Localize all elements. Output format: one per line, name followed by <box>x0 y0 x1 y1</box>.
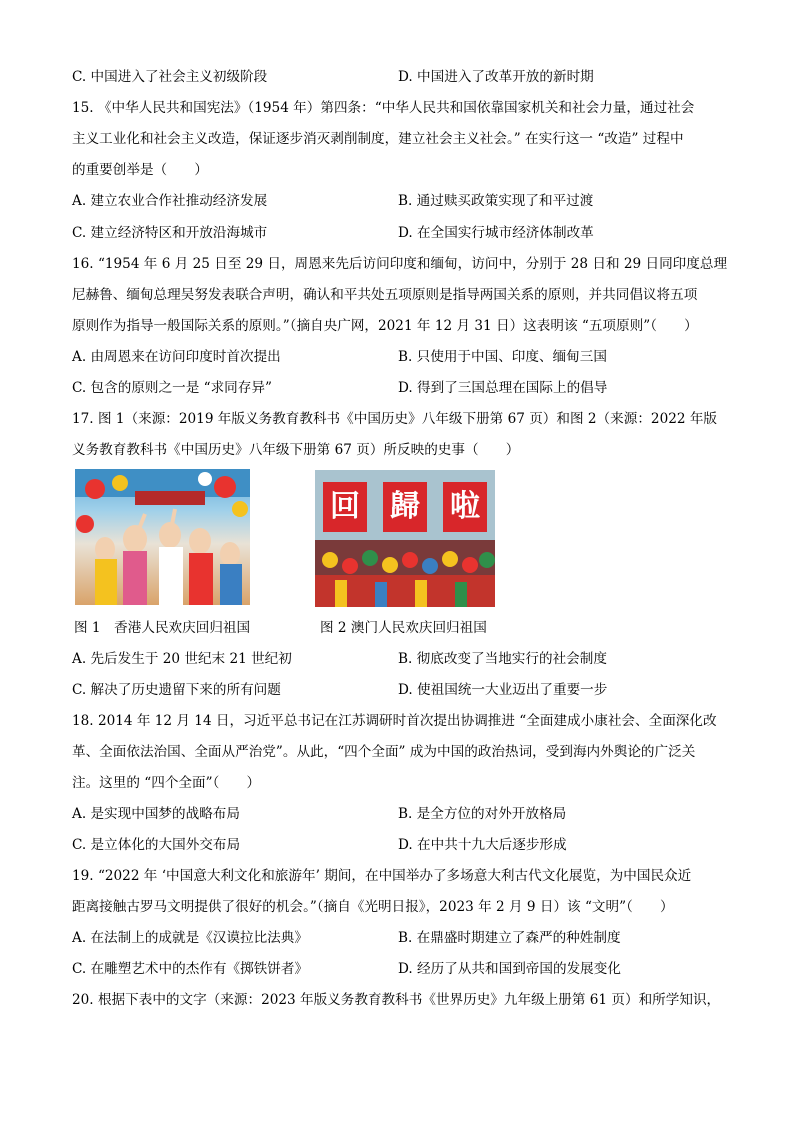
q16-stem-line1: 16. “1954 年 6 月 25 日至 29 日，周恩来先后访问印度和缅甸，访问中，分别于 28 日和 29 日同印度总理 <box>72 256 728 272</box>
q18-option-d: D. 在中共十九大后逐步形成 <box>398 837 567 853</box>
q15-option-b: B. 通过赎买政策实现了和平过渡 <box>398 193 594 209</box>
q19-option-a: A. 在法制上的成就是《汉谟拉比法典》 <box>72 930 308 946</box>
q18-option-a: A. 是实现中国梦的战略布局 <box>72 806 240 822</box>
q15-option-c: C. 建立经济特区和开放沿海城市 <box>72 225 268 241</box>
q19-option-b: B. 在鼎盛时期建立了森严的种姓制度 <box>398 930 621 946</box>
q17-option-c: C. 解决了历史遗留下来的所有问题 <box>72 682 281 698</box>
q15-option-d: D. 在全国实行城市经济体制改革 <box>398 225 594 241</box>
q15-stem-line1: 15. 《中华人民共和国宪法》（1954 年）第四条：“中华人民共和国依靠国家机关和社会力量，通过社会 <box>72 100 695 116</box>
banner-char-2: 歸 <box>383 482 427 532</box>
q17-option-a: A. 先后发生于 20 世纪末 21 世纪初 <box>72 651 292 667</box>
figure-1-caption: 图 1 香港人民欢庆回归祖国 <box>74 620 251 636</box>
q16-stem-line3: 原则作为指导一般国际关系的原则。”（摘自央广网，2021 年 12 月 31 日）这表明该 “五项原则”（ ） <box>72 318 698 334</box>
q19-stem-line1: 19. “2022 年 ‘中国意大利文化和旅游年’ 期间，在中国举办了多场意大利古代文化展览，为中国民众近 <box>72 868 692 884</box>
q17-stem-line1: 17. 图 1（来源：2019 年版义务教育教科书《中国历史》八年级下册第 67 页）和图 2（来源：2022 年版 <box>72 411 718 427</box>
figure-2-caption: 图 2 澳门人民欢庆回归祖国 <box>320 620 487 636</box>
q16-option-b: B. 只使用于中国、印度、缅甸三国 <box>398 349 607 365</box>
q18-option-b: B. 是全方位的对外开放格局 <box>398 806 567 822</box>
q15-option-a: A. 建立农业合作社推动经济发展 <box>72 193 268 209</box>
celebration-illustration <box>75 469 250 605</box>
q18-stem-line3: 注。这里的 “四个全面”（ ） <box>72 775 261 791</box>
q19-stem-line2: 距离接触古罗马文明提供了很好的机会。”（摘自《光明日报》，2023 年 2 月 9 日）该 “文明”（ ） <box>72 899 674 915</box>
q15-stem-line3: 的重要创举是（ ） <box>72 162 208 178</box>
q17-option-b: B. 彻底改变了当地实行的社会制度 <box>398 651 607 667</box>
q20-stem-line1: 20. 根据下表中的文字（来源：2023 年版义务教育教科书《世界历史》九年级上册第 61 页）和所学知识， <box>72 992 721 1008</box>
q14-option-c: C. 中国进入了社会主义初级阶段 <box>72 69 268 85</box>
q17-stem-line2: 义务教育教科书《中国历史》八年级下册第 67 页）所反映的史事（ ） <box>72 442 520 458</box>
q16-option-d: D. 得到了三国总理在国际上的倡导 <box>398 380 608 396</box>
figure-1-hongkong-photo <box>75 469 250 605</box>
q19-option-c: C. 在雕塑艺术中的杰作有《掷铁饼者》 <box>72 961 309 977</box>
q16-option-c: C. 包含的原则之一是 “求同存异” <box>72 380 272 396</box>
q19-option-d: D. 经历了从共和国到帝国的发展变化 <box>398 961 621 977</box>
figure-2-macau-photo <box>315 470 495 607</box>
q18-stem-line1: 18. 2014 年 12 月 14 日，习近平总书记在江苏调研时首次提出协调推进 “全面建成小康社会、全面深化改 <box>72 713 717 729</box>
q14-option-d: D. 中国进入了改革开放的新时期 <box>398 69 594 85</box>
q18-option-c: C. 是立体化的大国外交布局 <box>72 837 241 853</box>
q16-stem-line2: 尼赫鲁、缅甸总理吴努发表联合声明，确认和平共处五项原则是指导两国关系的原则，并共同倡议将五项 <box>72 287 698 303</box>
banner-char-3: 啦 <box>443 482 487 532</box>
q16-option-a: A. 由周恩来在访问印度时首次提出 <box>72 349 281 365</box>
q18-stem-line2: 革、全面依法治国、全面从严治党”。从此，“四个全面” 成为中国的政治热词，受到海内外舆论的广泛关 <box>72 744 696 760</box>
banner-char-1: 回 <box>323 482 367 532</box>
q15-stem-line2: 主义工业化和社会主义改造，保证逐步消灭剥削制度，建立社会主义社会。” 在实行这一 “改造” 过程中 <box>72 131 684 147</box>
q17-option-d: D. 使祖国统一大业迈出了重要一步 <box>398 682 608 698</box>
